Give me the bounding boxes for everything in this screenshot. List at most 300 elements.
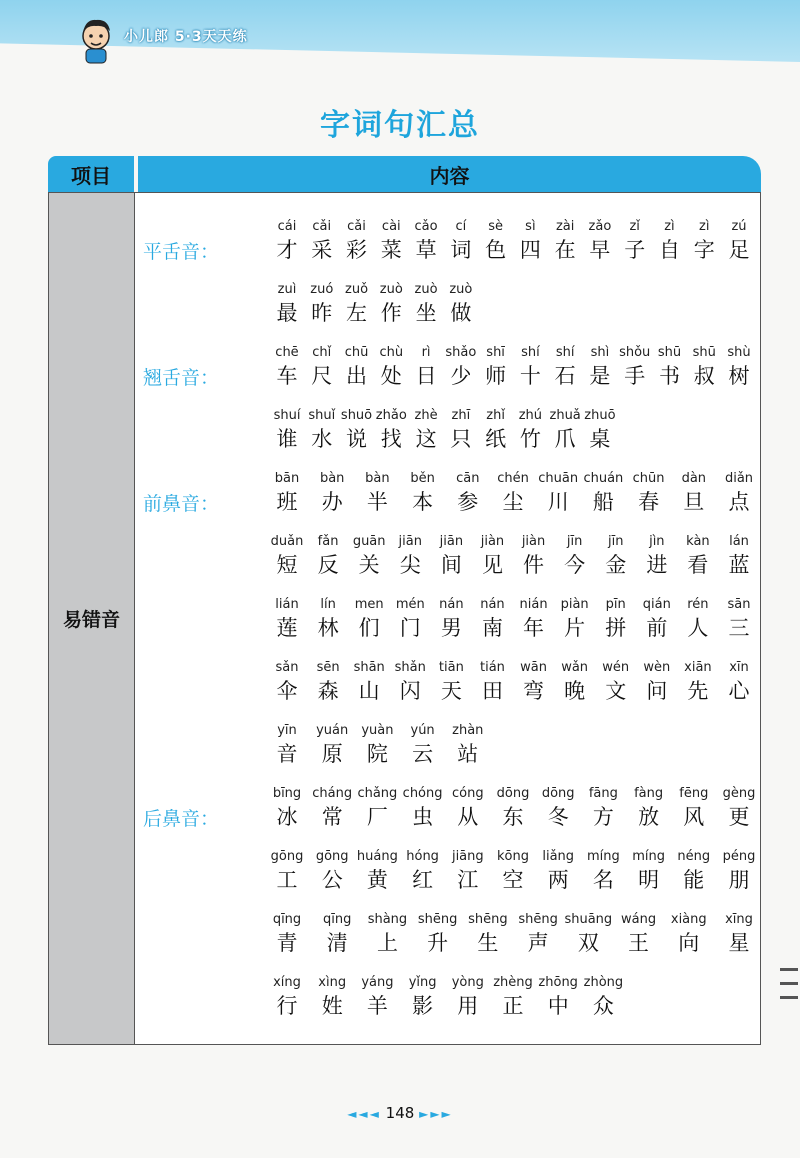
pinyin-char-pair xyxy=(709,533,769,579)
hanzi: 东 xyxy=(502,805,524,829)
hanzi: 林 xyxy=(317,616,339,640)
pinyin: yǐng xyxy=(408,975,437,990)
pinyin: zhú xyxy=(518,408,543,423)
pinyin-row xyxy=(135,785,762,835)
hanzi: 门 xyxy=(399,616,421,640)
hanzi: 红 xyxy=(412,868,434,892)
hanzi: 子 xyxy=(624,238,646,262)
pinyin: zài xyxy=(555,219,575,234)
hanzi: 闪 xyxy=(399,679,421,703)
hanzi: 向 xyxy=(678,931,700,955)
header-content: 内容 xyxy=(138,156,761,192)
section-label: 翘舌音： xyxy=(143,367,220,389)
hanzi: 行 xyxy=(276,994,298,1018)
pinyin: bàn xyxy=(319,471,345,486)
pinyin: cái xyxy=(277,219,297,234)
hanzi: 间 xyxy=(440,553,462,577)
pinyin: jiān xyxy=(398,534,422,549)
hanzi: 字 xyxy=(693,238,715,262)
hanzi: 早 xyxy=(589,238,611,262)
pinyin-char-pair xyxy=(709,848,769,894)
hanzi: 手 xyxy=(624,364,646,388)
right-arrows-icon: ►►► xyxy=(419,1107,453,1121)
pinyin: zhī xyxy=(451,408,471,423)
pinyin: diǎn xyxy=(724,471,754,486)
pinyin: péng xyxy=(722,849,756,864)
hanzi: 放 xyxy=(638,805,660,829)
hanzi: 出 xyxy=(346,364,368,388)
hanzi: 虫 xyxy=(412,805,434,829)
pinyin: zì xyxy=(699,219,710,234)
hanzi: 今 xyxy=(564,553,586,577)
pinyin: yuán xyxy=(316,723,349,738)
hanzi: 影 xyxy=(412,994,434,1018)
pinyin: chù xyxy=(379,345,404,360)
pinyin: chuán xyxy=(583,471,624,486)
hanzi: 明 xyxy=(638,868,660,892)
pinyin: zhōng xyxy=(538,975,578,990)
pinyin: míng xyxy=(632,849,665,864)
section-label: 平舌音： xyxy=(143,241,220,263)
hanzi: 云 xyxy=(412,742,434,766)
hanzi: 能 xyxy=(683,868,705,892)
hanzi: 昨 xyxy=(311,301,333,325)
hanzi: 叔 xyxy=(693,364,715,388)
pinyin: jīn xyxy=(607,534,624,549)
pinyin: chǐ xyxy=(312,345,332,360)
hanzi: 伞 xyxy=(276,679,298,703)
pinyin: sì xyxy=(525,219,536,234)
hanzi: 草 xyxy=(415,238,437,262)
pinyin-char-pair xyxy=(709,470,769,516)
pinyin: shuāng xyxy=(564,912,613,927)
hanzi: 竹 xyxy=(519,427,541,451)
hanzi: 文 xyxy=(605,679,627,703)
hanzi: 谁 xyxy=(276,427,298,451)
hanzi: 班 xyxy=(276,490,298,514)
hanzi: 生 xyxy=(477,931,499,955)
pinyin: zhuǎ xyxy=(549,408,581,423)
pinyin: sǎn xyxy=(275,660,299,675)
pinyin-char-pair xyxy=(709,596,769,642)
category-label: 易错音 xyxy=(62,609,120,631)
pinyin-row xyxy=(135,407,762,457)
pinyin: bīng xyxy=(272,786,302,801)
hanzi: 见 xyxy=(481,553,503,577)
hanzi: 拼 xyxy=(605,616,627,640)
hanzi: 师 xyxy=(485,364,507,388)
pinyin-char-pair xyxy=(570,407,630,453)
hanzi: 声 xyxy=(527,931,549,955)
hanzi: 是 xyxy=(589,364,611,388)
hanzi: 蓝 xyxy=(728,553,750,577)
edge-mark xyxy=(780,996,798,999)
pinyin: cān xyxy=(456,471,480,486)
pinyin: běn xyxy=(410,471,435,486)
hanzi: 江 xyxy=(457,868,479,892)
pinyin: shēng xyxy=(518,912,558,927)
edge-mark xyxy=(780,968,798,971)
pinyin: cí xyxy=(455,219,467,234)
hanzi: 反 xyxy=(317,553,339,577)
pinyin: huáng xyxy=(356,849,398,864)
hanzi: 书 xyxy=(658,364,680,388)
pinyin-row xyxy=(135,344,762,394)
pinyin: zhǎo xyxy=(375,408,407,423)
hanzi: 晚 xyxy=(564,679,586,703)
page-title: 字词句汇总 xyxy=(320,108,480,143)
pinyin: jiàn xyxy=(480,534,505,549)
pinyin: sān xyxy=(727,597,751,612)
pinyin-char-pair xyxy=(709,659,769,705)
pinyin: fēng xyxy=(679,786,709,801)
hanzi: 金 xyxy=(605,553,627,577)
hanzi: 中 xyxy=(547,994,569,1018)
pinyin: nián xyxy=(519,597,548,612)
hanzi: 青 xyxy=(276,931,298,955)
hanzi: 自 xyxy=(658,238,680,262)
pinyin: shū xyxy=(657,345,682,360)
pinyin: shēng xyxy=(468,912,508,927)
hanzi: 空 xyxy=(502,868,524,892)
pinyin-char-pair xyxy=(709,218,769,264)
pinyin: duǎn xyxy=(270,534,304,549)
pinyin: kàn xyxy=(686,534,710,549)
hanzi: 上 xyxy=(376,931,398,955)
hanzi: 音 xyxy=(276,742,298,766)
pinyin-row xyxy=(135,659,762,709)
hanzi: 名 xyxy=(592,868,614,892)
hanzi: 春 xyxy=(638,490,660,514)
pinyin: cǎi xyxy=(347,219,366,234)
hanzi: 三 xyxy=(728,616,750,640)
pinyin: zǐ xyxy=(629,219,640,234)
hanzi: 四 xyxy=(519,238,541,262)
section-label: 后鼻音： xyxy=(143,808,220,830)
hanzi: 弯 xyxy=(523,679,545,703)
hanzi: 短 xyxy=(276,553,298,577)
pinyin: gōng xyxy=(315,849,349,864)
section-label: 前鼻音： xyxy=(143,493,220,515)
hanzi: 黄 xyxy=(366,868,388,892)
hanzi: 水 xyxy=(311,427,333,451)
pinyin: sēn xyxy=(316,660,340,675)
hanzi: 厂 xyxy=(366,805,388,829)
pinyin: qīng xyxy=(323,912,352,927)
content-cell xyxy=(134,192,761,1045)
hanzi: 彩 xyxy=(346,238,368,262)
pinyin-char-pair xyxy=(709,911,769,957)
hanzi: 在 xyxy=(554,238,576,262)
pinyin: nán xyxy=(480,597,505,612)
hanzi: 先 xyxy=(687,679,709,703)
hanzi: 件 xyxy=(523,553,545,577)
hanzi: 川 xyxy=(547,490,569,514)
hanzi: 尖 xyxy=(399,553,421,577)
pinyin: yáng xyxy=(361,975,394,990)
hanzi: 车 xyxy=(276,364,298,388)
pinyin: fǎn xyxy=(317,534,339,549)
hanzi: 问 xyxy=(646,679,668,703)
pinyin: shuō xyxy=(340,408,373,423)
page-number: 148 xyxy=(385,1104,415,1122)
pinyin: xìng xyxy=(318,975,347,990)
hanzi: 星 xyxy=(728,931,750,955)
pinyin: xīng xyxy=(725,912,753,927)
pinyin: cǎi xyxy=(312,219,332,234)
pinyin: chǎng xyxy=(357,786,398,801)
hanzi: 山 xyxy=(358,679,380,703)
pinyin: dàn xyxy=(681,471,707,486)
pinyin: shū xyxy=(692,345,716,360)
hanzi: 正 xyxy=(502,994,524,1018)
pinyin: hóng xyxy=(406,849,439,864)
pinyin-char-pair xyxy=(431,281,491,327)
pinyin: shēng xyxy=(417,912,458,927)
hanzi: 做 xyxy=(450,301,472,325)
pinyin: wān xyxy=(520,660,547,675)
pinyin: shì xyxy=(590,345,610,360)
pinyin: gèng xyxy=(722,786,756,801)
hanzi: 才 xyxy=(276,238,298,262)
hanzi: 作 xyxy=(380,301,402,325)
hanzi: 更 xyxy=(728,805,750,829)
pinyin: zhèng xyxy=(493,975,533,990)
hanzi: 处 xyxy=(380,364,402,388)
pinyin: piàn xyxy=(560,597,589,612)
pinyin: xīn xyxy=(729,660,749,675)
pinyin-row xyxy=(135,974,762,1024)
pinyin: rì xyxy=(421,345,431,360)
pinyin-row xyxy=(135,533,762,583)
boy-mascot-icon xyxy=(76,16,116,64)
pinyin: chuān xyxy=(538,471,579,486)
pinyin-row xyxy=(135,218,762,268)
pinyin: jiān xyxy=(439,534,464,549)
pinyin-row xyxy=(135,911,762,961)
hanzi: 找 xyxy=(380,427,402,451)
hanzi: 心 xyxy=(728,679,750,703)
hanzi: 菜 xyxy=(380,238,402,262)
pinyin: pīn xyxy=(605,597,626,612)
hanzi: 只 xyxy=(450,427,472,451)
pinyin: yún xyxy=(410,723,435,738)
hanzi: 院 xyxy=(366,742,388,766)
hanzi: 十 xyxy=(519,364,541,388)
pinyin: lián xyxy=(275,597,299,612)
pinyin: fàng xyxy=(634,786,664,801)
category-cell xyxy=(48,192,134,1045)
pinyin: shí xyxy=(555,345,575,360)
hanzi: 少 xyxy=(450,364,472,388)
hanzi: 树 xyxy=(728,364,750,388)
hanzi: 尘 xyxy=(502,490,524,514)
hanzi: 日 xyxy=(415,364,437,388)
pinyin: fāng xyxy=(588,786,618,801)
hanzi: 森 xyxy=(317,679,339,703)
pinyin: shí xyxy=(521,345,540,360)
hanzi: 说 xyxy=(346,427,368,451)
pinyin: wèn xyxy=(643,660,671,675)
hanzi: 词 xyxy=(450,238,472,262)
hanzi: 众 xyxy=(592,994,614,1018)
hanzi: 常 xyxy=(321,805,343,829)
pinyin: néng xyxy=(677,849,711,864)
pinyin: yīn xyxy=(277,723,297,738)
brand-name: 小儿郎 5·3天天练 xyxy=(124,29,248,45)
pinyin: xíng xyxy=(273,975,301,990)
hanzi: 进 xyxy=(646,553,668,577)
hanzi: 人 xyxy=(687,616,709,640)
pinyin: zhǐ xyxy=(486,408,505,423)
pinyin: zǎo xyxy=(588,219,612,234)
pinyin: zhuō xyxy=(584,408,616,423)
pinyin: jìn xyxy=(649,534,665,549)
header-band xyxy=(0,0,800,62)
hanzi: 公 xyxy=(321,868,343,892)
hanzi: 两 xyxy=(547,868,569,892)
pinyin: lín xyxy=(320,597,336,612)
hanzi: 采 xyxy=(311,238,333,262)
pinyin: shuí xyxy=(273,408,301,423)
pinyin: zhàn xyxy=(452,723,484,738)
hanzi: 年 xyxy=(523,616,545,640)
edge-mark xyxy=(780,982,798,985)
hanzi: 从 xyxy=(457,805,479,829)
hanzi: 王 xyxy=(628,931,650,955)
hanzi: 看 xyxy=(687,553,709,577)
hanzi: 方 xyxy=(592,805,614,829)
pinyin: zuò xyxy=(379,282,403,297)
pinyin: zuò xyxy=(414,282,438,297)
hanzi: 男 xyxy=(440,616,462,640)
hanzi: 桌 xyxy=(589,427,611,451)
hanzi: 点 xyxy=(728,490,750,514)
pinyin: zuó xyxy=(310,282,334,297)
pinyin: chóng xyxy=(402,786,443,801)
pinyin: shǎo xyxy=(445,345,477,360)
hanzi: 羊 xyxy=(366,994,388,1018)
pinyin-char-pair xyxy=(709,344,769,390)
pinyin: zhè xyxy=(414,408,438,423)
pinyin: bàn xyxy=(365,471,390,486)
pinyin: rén xyxy=(687,597,709,612)
pinyin: gōng xyxy=(270,849,304,864)
pinyin: zhòng xyxy=(583,975,624,990)
pinyin: zuò xyxy=(449,282,473,297)
hanzi: 冬 xyxy=(547,805,569,829)
pinyin: mén xyxy=(395,597,425,612)
hanzi: 莲 xyxy=(276,616,298,640)
hanzi: 办 xyxy=(321,490,343,514)
pinyin-char-pair xyxy=(573,974,633,1020)
pinyin: dōng xyxy=(496,786,530,801)
pinyin: dōng xyxy=(541,786,575,801)
pinyin: zuì xyxy=(277,282,297,297)
hanzi: 冰 xyxy=(276,805,298,829)
pinyin: shān xyxy=(353,660,385,675)
hanzi: 这 xyxy=(415,427,437,451)
pinyin: cháng xyxy=(312,786,353,801)
pinyin: chén xyxy=(497,471,529,486)
summary-table xyxy=(48,156,761,1045)
pinyin: wén xyxy=(602,660,630,675)
pinyin: jīn xyxy=(566,534,583,549)
pinyin: wǎn xyxy=(561,660,589,675)
pinyin: shàng xyxy=(367,912,408,927)
pinyin-row xyxy=(135,281,762,331)
pinyin: shǎn xyxy=(394,660,426,675)
pinyin: shù xyxy=(727,345,751,360)
pinyin: jiāng xyxy=(451,849,484,864)
pinyin: cài xyxy=(381,219,401,234)
hanzi: 尺 xyxy=(311,364,333,388)
pinyin: xiān xyxy=(684,660,712,675)
pinyin-row xyxy=(135,470,762,520)
pinyin: yuàn xyxy=(361,723,394,738)
pinyin: men xyxy=(354,597,384,612)
pinyin: zuǒ xyxy=(345,282,369,297)
pinyin: cóng xyxy=(452,786,484,801)
left-arrows-icon: ◄◄◄ xyxy=(347,1107,381,1121)
hanzi: 天 xyxy=(440,679,462,703)
hanzi: 原 xyxy=(321,742,343,766)
hanzi: 南 xyxy=(481,616,503,640)
pinyin: kōng xyxy=(497,849,529,864)
pinyin: liǎng xyxy=(542,849,575,864)
pinyin-row xyxy=(135,848,762,898)
pinyin: shī xyxy=(486,345,505,360)
hanzi: 参 xyxy=(457,490,479,514)
pinyin: xiàng xyxy=(670,912,707,927)
pinyin: yòng xyxy=(451,975,484,990)
hanzi: 们 xyxy=(358,616,380,640)
pinyin: guān xyxy=(352,534,386,549)
pinyin-char-pair xyxy=(709,785,769,831)
pinyin: shǒu xyxy=(619,345,651,360)
pinyin: qīng xyxy=(272,912,302,927)
hanzi: 纸 xyxy=(485,427,507,451)
hanzi: 升 xyxy=(427,931,449,955)
hanzi: 朋 xyxy=(728,868,750,892)
pinyin: zú xyxy=(731,219,747,234)
hanzi: 左 xyxy=(346,301,368,325)
hanzi: 船 xyxy=(592,490,614,514)
pinyin: jiàn xyxy=(521,534,546,549)
pinyin-char-pair xyxy=(438,722,498,768)
header-item: 项目 xyxy=(48,156,134,192)
hanzi: 旦 xyxy=(683,490,705,514)
pinyin: shuǐ xyxy=(308,408,336,423)
hanzi: 足 xyxy=(728,238,750,262)
pinyin: chūn xyxy=(632,471,665,486)
hanzi: 爪 xyxy=(554,427,576,451)
pinyin: chē xyxy=(275,345,299,360)
hanzi: 田 xyxy=(481,679,503,703)
hanzi: 风 xyxy=(683,805,705,829)
hanzi: 用 xyxy=(457,994,479,1018)
pinyin: chū xyxy=(344,345,369,360)
pinyin-row xyxy=(135,722,762,772)
pinyin: qián xyxy=(642,597,671,612)
hanzi: 站 xyxy=(457,742,479,766)
pinyin: wáng xyxy=(621,912,657,927)
pinyin: zì xyxy=(664,219,675,234)
pinyin-row xyxy=(135,596,762,646)
pinyin: bān xyxy=(274,471,300,486)
hanzi: 片 xyxy=(564,616,586,640)
pinyin: tián xyxy=(479,660,505,675)
